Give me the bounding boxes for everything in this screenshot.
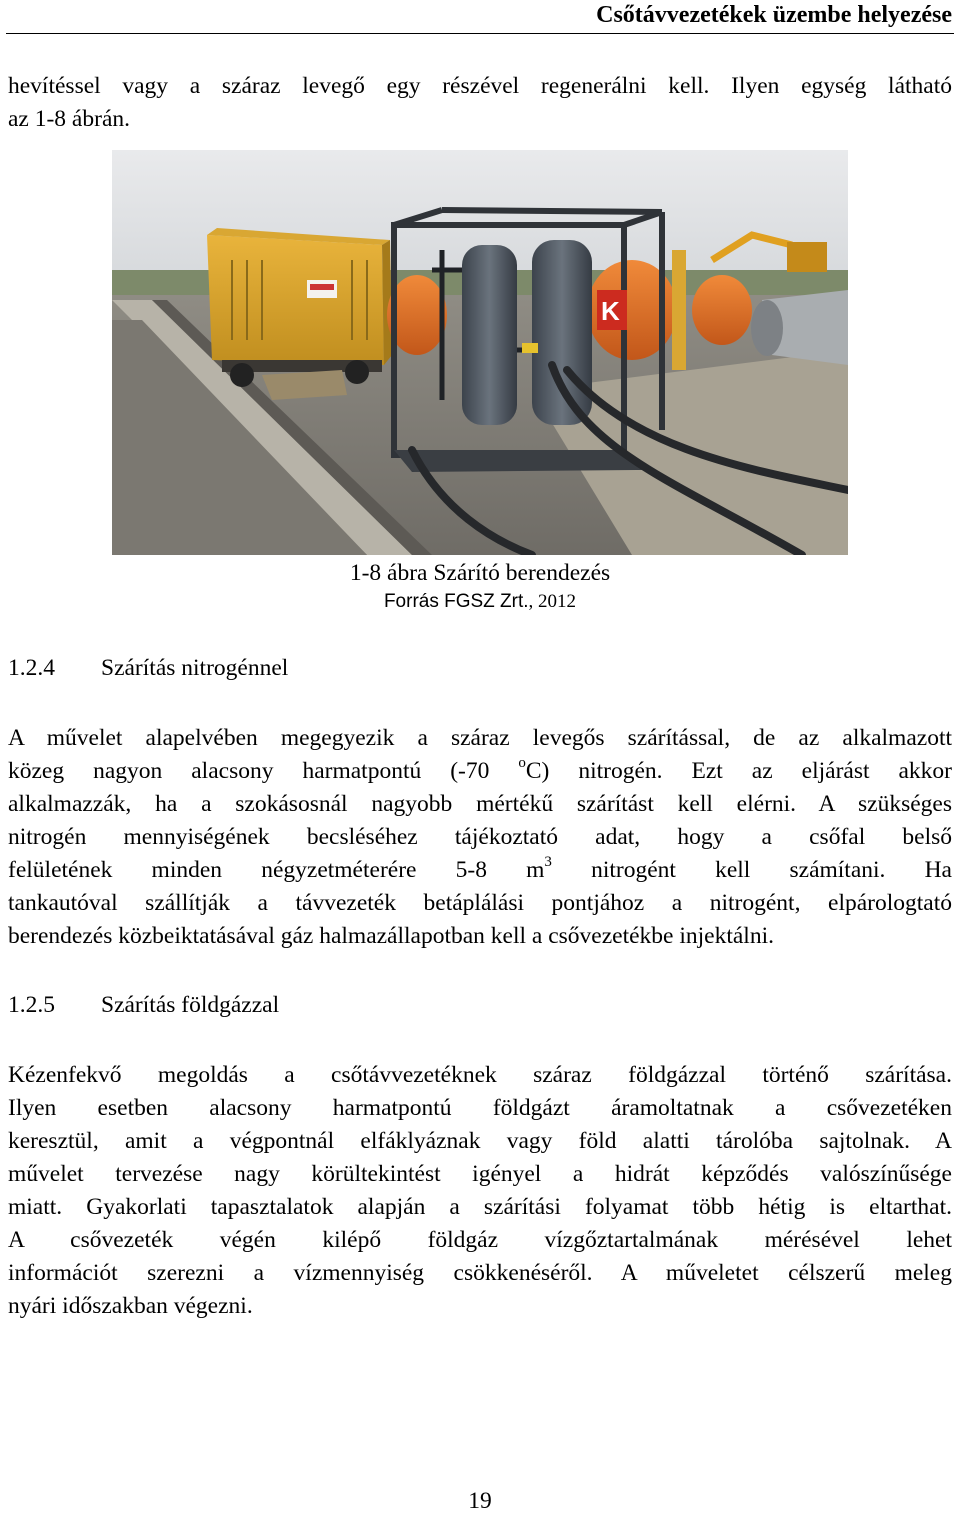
gas-line-3: keresztül, amit a végpontnál elfáklyáznak vagy föld alatti tárolóba sajtolnak. A [8, 1128, 952, 1154]
dryer-sign-letter: K [601, 296, 620, 326]
nitrogen-paragraph [8, 722, 952, 953]
intro-paragraph [8, 70, 952, 136]
gas-line-1: Kézenfekvő megoldás a csőtávvezetéknek száraz földgázzal történő szárítása. [8, 1062, 952, 1088]
dryer-unit-illustration [112, 150, 848, 555]
gas-line-5: miatt. Gyakorlati tapasztalatok alapján a szárítási folyamat több hétig is eltarthat. [8, 1194, 952, 1220]
nitrogen-line-3: alkalmazzák, ha a szokásosnál nagyobb mértékű szárítást kell elérni. A szükséges [8, 791, 952, 817]
nitrogen-line-1: A művelet alapelvében megegyezik a száraz levegős szárítással, de az alkalmazott [8, 725, 952, 751]
natural-gas-paragraph [8, 1059, 952, 1323]
figure-source-year: , 2012 [528, 591, 577, 612]
intro-line-1: hevítéssel vagy a száraz levegő egy részével regenerálni kell. Ilyen egység látható [8, 73, 952, 99]
section-title: Szárítás földgázzal [101, 992, 280, 1018]
figure-photo-dryer-unit [112, 150, 848, 555]
figure-source [0, 590, 960, 614]
figure-source-name: Forrás FGSZ Zrt. [383, 591, 529, 612]
nitrogen-line-2: közeg nagyon alacsony harmatpontú (-70 $^o$C) nitrogén. Ezt az eljárást akkor [8, 755, 952, 784]
gas-line-4: művelet tervezése nagy körültekintést igényel a hidrát képződés valószínűsége [8, 1161, 952, 1187]
page-number: 19 [468, 1488, 492, 1514]
header-title: Csőtávvezetékek üzembe helyezése [596, 2, 952, 28]
nitrogen-line-7: berendezés közbeiktatásával gáz halmazállapotban kell a csővezetékbe injektálni. [8, 923, 774, 949]
page-header [6, 0, 954, 34]
section-title: Szárítás nitrogénnel [101, 655, 289, 681]
section-heading-1-2-4 [8, 653, 288, 683]
section-heading-1-2-5 [8, 990, 279, 1020]
gas-line-2: Ilyen esetben alacsony harmatpontú földgázt áramoltatnak a csővezetéken [8, 1095, 952, 1121]
nitrogen-line-6: tankautóval szállítják a távvezeték betáplálási pontjához a nitrogént, elpárologtató [8, 890, 952, 916]
nitrogen-line-4: nitrogén mennyiségének becsléséhez tájékoztató adat, hogy a csőfal belső [8, 824, 952, 850]
intro-line-2: az 1-8 ábrán. [8, 106, 130, 132]
gas-line-8: nyári időszakban végezni. [8, 1293, 253, 1319]
nitrogen-line-5: felületének minden négyzetméterére 5-8 $m^3$ nitrogént kell számítani. Ha [8, 854, 952, 883]
gas-line-6: A csővezeték végén kilépő földgáz vízgőztartalmának mérésével lehet [8, 1227, 952, 1253]
section-number: 1.2.5 [8, 992, 55, 1018]
section-number: 1.2.4 [8, 655, 55, 681]
figure-caption: 1-8 ábra Szárító berendezés [349, 560, 611, 586]
gas-line-7: információt szerezni a vízmennyiség csökkenéséről. A műveletet célszerű meleg [8, 1260, 952, 1286]
